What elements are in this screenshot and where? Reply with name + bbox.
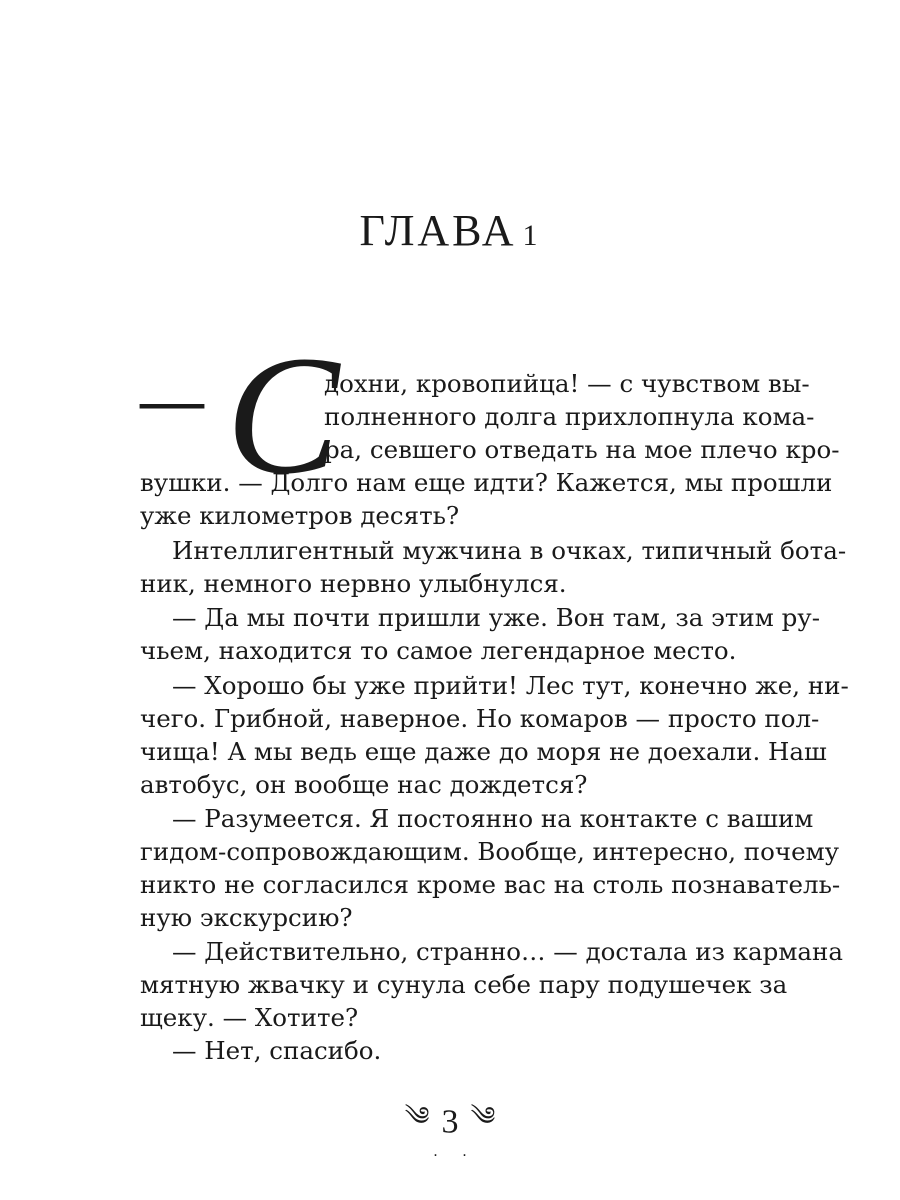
text-line: — Хорошо бы уже прийти! Лес тут, конечно же, ни-: [172, 671, 849, 700]
text-line: чего. Грибной, наверное. Но комаров — просто пол-: [140, 704, 820, 733]
chapter-heading: [0, 205, 900, 256]
left-ornament-icon: ༄: [404, 1102, 430, 1131]
folio-dot: .: [433, 1143, 438, 1160]
text-line: — Нет, спасибо.: [172, 1036, 382, 1065]
chapter-number: 1: [522, 219, 541, 252]
text-line: щеку. — Хотите?: [140, 1003, 359, 1032]
text-line: Интеллигентный мужчина в очках, типичный бота-: [172, 536, 847, 565]
text-line: ник, немного нервно улыбнулся.: [140, 569, 567, 598]
text-line: вушки. — Долго нам еще идти? Кажется, мы прошли: [140, 468, 833, 497]
text-line: — Действительно, странно… — достала из кармана: [172, 937, 843, 966]
text-line: ную экскурсию?: [140, 903, 353, 932]
page-number: 3: [441, 1103, 459, 1141]
page-folio: [0, 1088, 900, 1161]
text-line: чьем, находится то самое легендарное место.: [140, 636, 737, 665]
text-line: чища! А мы ведь еще даже до моря не доехали. Наш: [140, 737, 827, 766]
chapter-title: ГЛАВА: [359, 206, 517, 255]
right-ornament-icon: ༄: [470, 1102, 496, 1131]
text-line: — Да мы почти пришли уже. Вон там, за этим ру-: [172, 603, 820, 632]
text-line: ра, севшего отведать на мое плечо кро-: [324, 435, 840, 464]
text-line: — Разумеется. Я постоянно на контакте с вашим: [172, 804, 814, 833]
text-line: автобус, он вообще нас дождется?: [140, 770, 588, 799]
text-line: мятную жвачку и сунула себе пару подушечек за: [140, 970, 788, 999]
text-line: полненного долга прихлопнула кома-: [324, 402, 815, 431]
folio-dot: .: [462, 1143, 467, 1160]
text-line: дохни, кровопийца! — с чувством вы-: [324, 369, 810, 398]
text-line: уже километров десять?: [140, 501, 460, 530]
drop-cap-letter: С: [226, 321, 340, 509]
text-line: гидом-сопровождающим. Вообще, интересно, почему: [140, 837, 840, 866]
opening-dash: —: [140, 364, 204, 435]
text-line: никто не согласился кроме вас на столь познаватель-: [140, 870, 841, 899]
